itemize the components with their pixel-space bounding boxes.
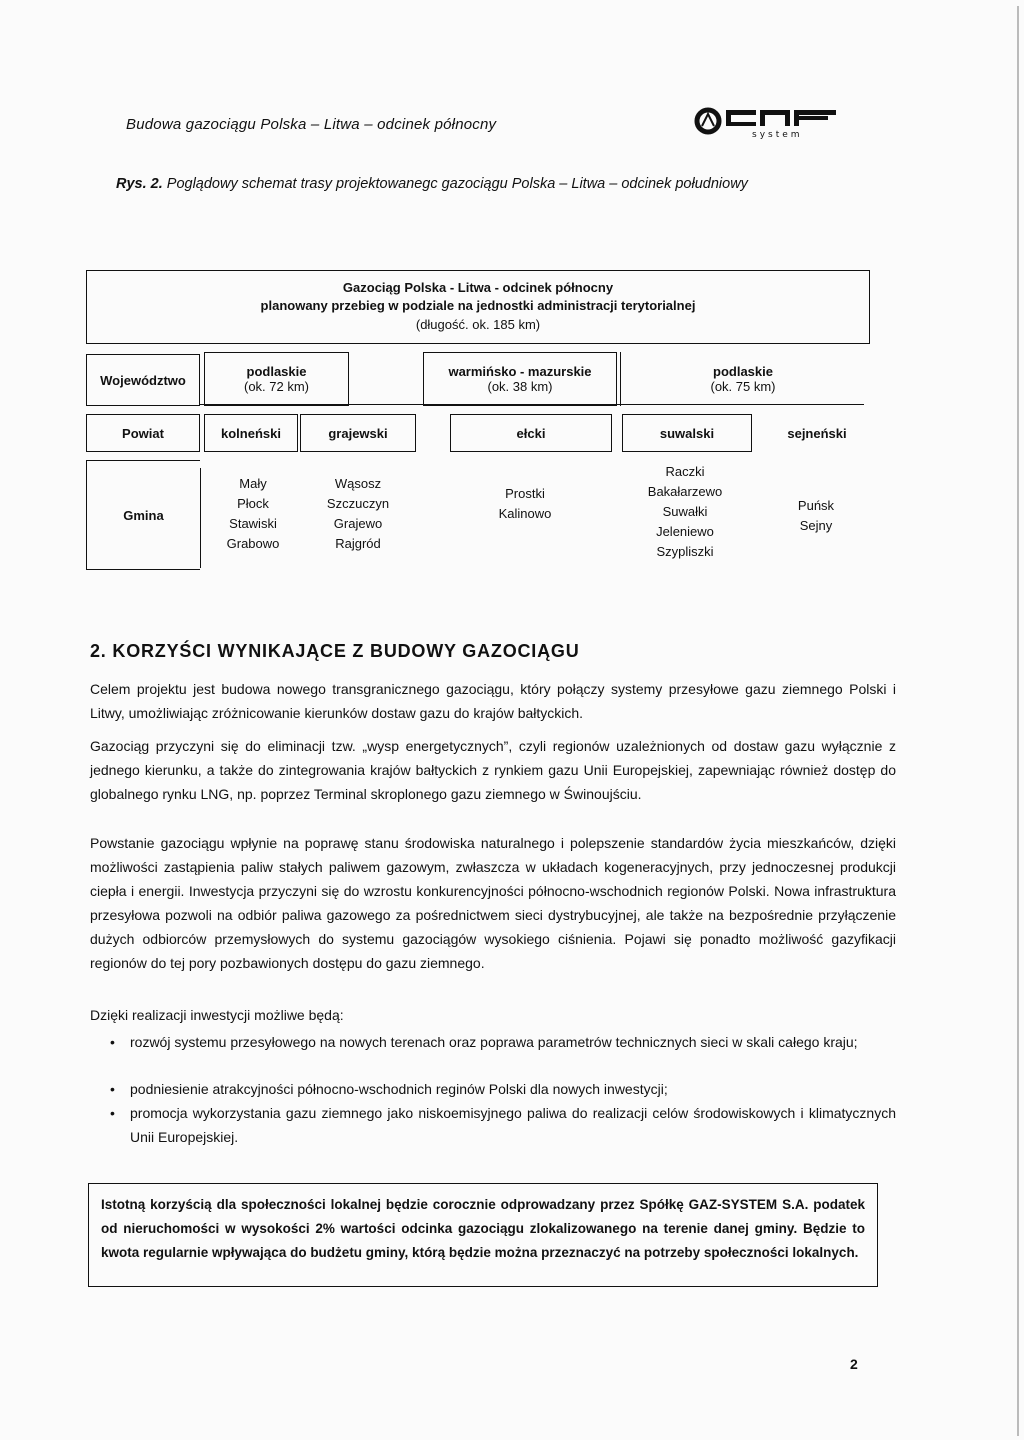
gmina-divider — [200, 468, 201, 568]
gmina-item: Prostki — [505, 486, 545, 501]
gmina-group-3 — [470, 484, 580, 524]
wojewodztwo-cell-2 — [423, 352, 617, 406]
figure-caption-prefix: Rys. 2. — [116, 176, 163, 192]
wojewodztwo-cell-3 — [620, 352, 865, 406]
wojewodztwo-name-2: warmińsko - mazurskie — [448, 364, 592, 379]
gmina-item: Grajewo — [333, 516, 383, 531]
gmina-item: Grabowo — [226, 536, 280, 551]
powiat-cell-3: ełcki — [450, 414, 612, 452]
powiat-cell-5: sejneński — [787, 425, 847, 441]
gmina-item: Szypliszki — [656, 544, 714, 559]
wojewodztwo-label: Województwo — [86, 354, 200, 406]
gmina-group-1 — [208, 474, 298, 554]
figure-caption-text: Poglądowy schemat trasy projektowanegc gazociągu Polska – Litwa – odcinek południowy — [166, 176, 748, 192]
gmina-item: Sejny — [799, 518, 833, 533]
powiat-cell-2: grajewski — [300, 414, 416, 452]
gmina-group-2 — [300, 474, 416, 554]
paragraph-4: Dzięki realizacji inwestycji możliwe będą: — [90, 1007, 344, 1023]
schema-title-line3: (długość. ok. 185 km) — [415, 317, 541, 332]
bullet-item-1: • rozwój systemu przesyłowego na nowych terenach oraz poprawa parametrów technicznych sieci w skali całego kraju; — [130, 1030, 896, 1054]
powiat-cell-4: suwalski — [622, 414, 752, 452]
bullet-item-2: • podniesienie atrakcyjności północno-wschodnich reginów Polski dla nowych inwestycji; — [130, 1077, 896, 1101]
gmina-item: Jeleniewo — [656, 524, 714, 539]
schema-title-box — [86, 270, 870, 344]
gmina-item: Płock — [237, 496, 269, 511]
gmina-item: Puńsk — [797, 498, 835, 513]
wojewodztwo-length-2: (ok. 38 km) — [487, 379, 553, 394]
gmina-item: Kalinowo — [498, 506, 552, 521]
schema-title-line1: Gazociąg Polska - Litwa - odcinek północny — [342, 280, 614, 295]
paragraph-1: Celem projektu jest budowa nowego transgranicznego gazociągu, który połączy systemy przesyłowe gazu ziemnego Polski i Litwy, umożliwiając zróżnicowanie kierunków dostaw gazu do krajów bałtyckich. — [90, 681, 896, 721]
wojewodztwo-divider — [200, 404, 864, 405]
schema-title-line2: planowany przebieg w podziale na jednostki administracji terytorialnej — [260, 298, 696, 313]
gmina-item: Wąsosz — [334, 476, 382, 491]
document-header-title: Budowa gazociągu Polska – Litwa – odcinek północny — [126, 116, 497, 133]
gmina-item: Suwałki — [662, 504, 708, 519]
wojewodztwo-name-3: podlaskie — [713, 364, 773, 379]
wojewodztwo-length-1: (ok. 72 km) — [243, 379, 309, 394]
gmina-item: Raczki — [665, 464, 705, 479]
gmina-item: Mały — [239, 476, 267, 491]
wojewodztwo-length-3: (ok. 75 km) — [710, 379, 776, 394]
wojewodztwo-cell-1 — [204, 352, 349, 406]
gmina-item: Rajgród — [335, 536, 381, 551]
bullet-item-3: • promocja wykorzystania gazu ziemnego jako niskoemisyjnego paliwa do realizacji celów środowiskowych i klimatycznych Unii Europejskiej. — [130, 1101, 896, 1149]
page-number: 2 — [850, 1356, 858, 1372]
paragraph-2: Gazociąg przyczyni się do eliminacji tzw. „wysp energetycznych”, czyli regionów uzależnionych od dostaw gazu wyłącznie z jednego kierunku, a także do zintegrowania krajów bałtyckich z rynkiem gazu Unii Europejskiej, zapewniając również dostęp do globalnego rynku LNG, np. poprzez Terminal skroplonego gazu ziemnego w Świnoujściu. — [90, 738, 896, 802]
highlight-note-box: Istotną korzyścią dla społeczności lokalnej będzie corocznie odprowadzany przez Spółkę GAZ-SYSTEM S.A. podatek od nieruchomości w wysokości 2% wartości odcinka gazociągu zlokalizowanego na terenie danej gminy. Będzie to kwota regularnie wpływająca do budżetu gminy, którą będzie można przeznaczyć na potrzeby społeczności lokalnych. — [88, 1183, 878, 1287]
gmina-item: Szczuczyn — [326, 496, 390, 511]
section-heading: 2. KORZYŚCI WYNIKAJĄCE Z BUDOWY GAZOCIĄGU — [90, 641, 580, 661]
gmina-item: Stawiski — [229, 516, 277, 531]
gmina-label: Gmina — [86, 460, 200, 570]
gmina-group-5 — [776, 496, 856, 536]
page-edge-line — [1017, 6, 1019, 1436]
gmina-item: Bakałarzewo — [647, 484, 723, 499]
paragraph-3: Powstanie gazociągu wpłynie na poprawę stanu środowiska naturalnego i polepszenie standardów życia mieszkańców, dzięki możliwości zastąpienia paliw stałych paliwem gazowym, zwłaszcza w układach kogeneracyjnych, przy jednoczesnej produkcji ciepła i energii. Inwestycja przyczyni się do wzrostu konkurencyjności północno-wschodnich regionów Polski. Nowa infrastruktura przesyłowa pozwoli na odbiór paliwa gazowego za pośrednictwem sieci dystrybucyjnej, ale także na bezpośrednie przyłączenie dużych odbiorców przemysłowych do systemu gazociągów wysokiego ciśnienia. Pojawi się ponadto możliwość gazyfikacji regionów do tej pory pozbawionych dostępu do gazu ziemnego. — [90, 835, 896, 971]
logo-subtext: system — [752, 130, 803, 140]
figure-caption — [116, 176, 748, 192]
wojewodztwo-name-1: podlaskie — [246, 364, 307, 379]
powiat-cell-1: kolneński — [204, 414, 298, 452]
powiat-label: Powiat — [86, 414, 200, 452]
gmina-group-4 — [620, 462, 750, 562]
